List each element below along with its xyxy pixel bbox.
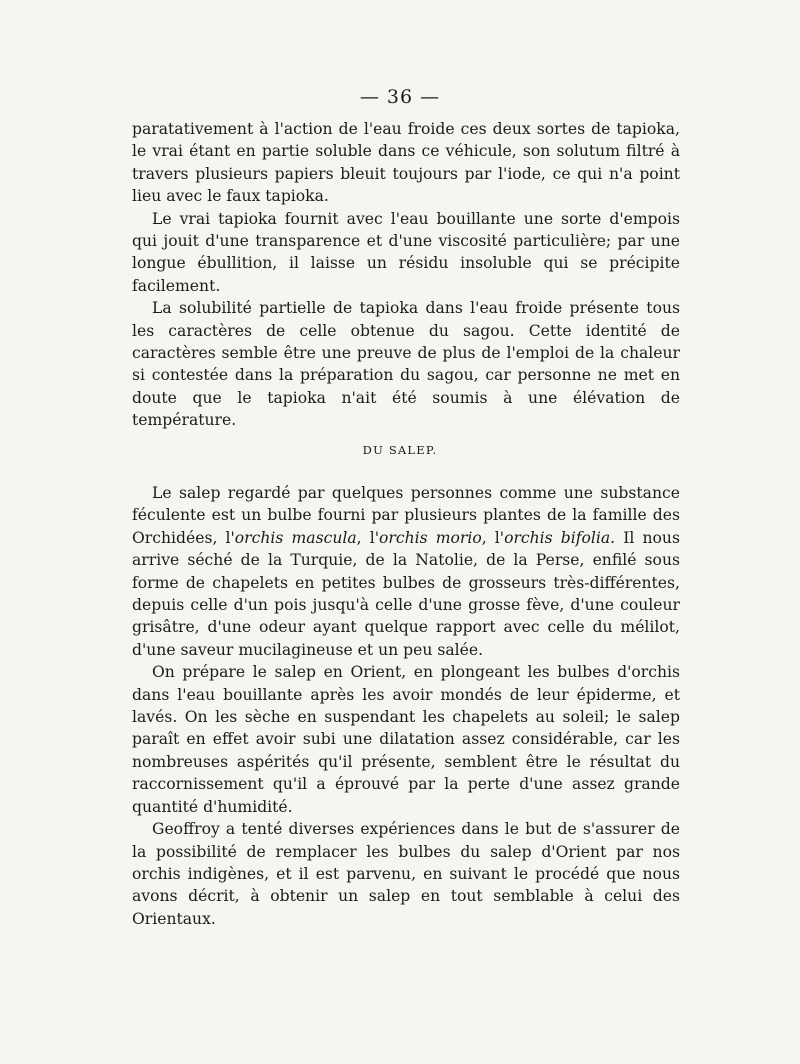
separator: , bbox=[481, 528, 495, 547]
paragraph-salep-description bbox=[132, 482, 680, 661]
paragraph-empois: Le vrai tapioka fournit avec l'eau bouillante une sorte d'empois qui jouit d'une transparence et d'une viscosité particulière; par une longue ébullition, il laisse un résidu insoluble qui se précipite facilement. bbox=[132, 209, 680, 295]
tapioka-text-block bbox=[132, 118, 680, 432]
paragraph-continuation: paratativement à l'action de l'eau froide ces deux sortes de tapioka, le vrai étant en partie soluble dans ce véhicule, son solutum filtré à travers plusieurs papiers bleuit toujours par l'iode, ce qui n'a point lieu avec le faux tapioka. bbox=[132, 120, 680, 206]
section-heading: DU SALEP. bbox=[362, 443, 438, 457]
species-name: orchis bifolia. bbox=[504, 528, 616, 547]
species-prefix: l' bbox=[225, 528, 235, 547]
paragraph-solubilite: La solubilité partielle de tapioka dans l'eau froide présente tous les caractères de celle obtenue du sagou. Cette identité de caractères semble être une preuve de plus de l'emploi de la chaleur si contestée dans la préparation du sagou, car personne ne met en doute que le tapioka n'ait été soumis à une élévation de température. bbox=[132, 299, 680, 430]
paragraph-geoffroy: Geoffroy a tenté diverses expériences dans le but de s'assurer de la possibilité de remplacer les bulbes du salep d'Orient par nos orchis indigènes, et il est parvenu, en suivant le procédé que nous avons décrit, à obtenir un salep en tout semblable à celui des Orientaux. bbox=[132, 820, 680, 928]
page-number: — 36 — bbox=[359, 86, 441, 108]
paragraph-salep-preparation: On prépare le salep en Orient, en plongeant les bulbes d'orchis dans l'eau bouillante après les avoir mondés de leur épiderme, et lavés. On les sèche en suspendant les chapelets au soleil; le salep paraît en effet avoir subi une dilatation assez considérable, car les nombreuses aspérités qu'il présente, semblent être le résultat du raccornissement qu'il a éprouvé par la perte d'une assez grande quantité d'humidité. bbox=[132, 663, 680, 816]
text-fragment: Le salep regardé par quelques personnes comme une substance féculente est un bulbe fourni par plusieurs plantes de la famille des Orchidées, bbox=[132, 484, 680, 547]
species-prefix: l' bbox=[369, 528, 379, 547]
salep-text-block bbox=[132, 482, 680, 930]
species-prefix: l' bbox=[494, 528, 505, 547]
species-name: orchis mascula bbox=[234, 528, 357, 547]
text-fragment: Il nous arrive séché de la Turquie, de la Natolie, de la Perse, enfilé sous forme de chapelets en petites bulbes de grosseurs très-différentes, depuis celle d'un pois jusqu'à celle d'une grosse fève, d'une couleur grisâtre, d'une odeur ayant quelque rapport avec celle du mélilot, d'une saveur mucilagineuse et un peu salée. bbox=[132, 528, 680, 659]
species-name: orchis morio bbox=[379, 528, 482, 547]
separator: , bbox=[356, 528, 370, 547]
